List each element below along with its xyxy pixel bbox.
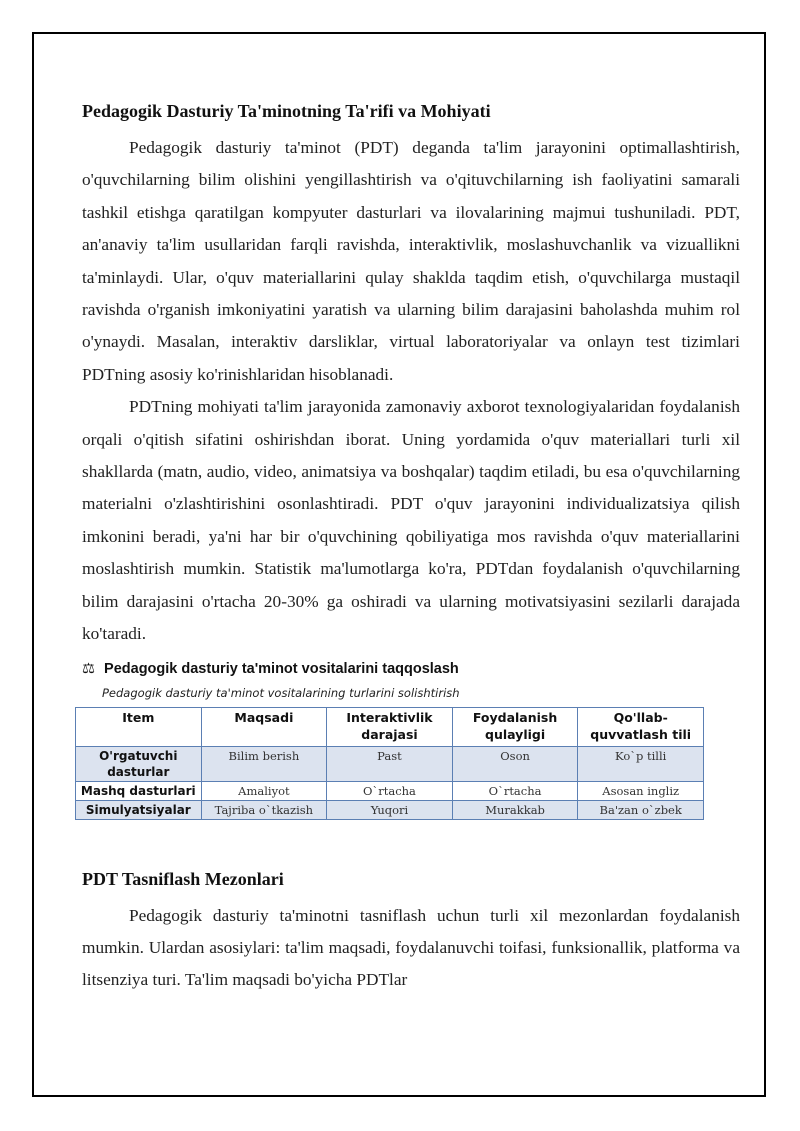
paragraph-classification: Pedagogik dasturiy ta'minotni tasniflash uchun turli xil mezonlardan foydalanish mumkin. Ulardan asosiylari: ta'lim maqsadi, foydalanuvchi toifasi, funksionallik, platforma va litsenziya turi. Ta'lim maqsadi bo'yicha PDTlar bbox=[82, 905, 740, 990]
table-cell: Ko`p tilli bbox=[578, 746, 704, 781]
table-row-label: Mashq dasturlari bbox=[76, 781, 202, 800]
table-cell: Oson bbox=[452, 746, 578, 781]
document-content bbox=[82, 88, 740, 997]
section-heading-classification: PDT Tasniflash Mezonlari bbox=[82, 868, 284, 889]
scale-icon: ⚖ bbox=[82, 660, 95, 677]
table-header-row bbox=[76, 707, 704, 746]
table-cell: Murakkab bbox=[452, 800, 578, 819]
column-header-language: Qo'llab-quvvatlash tili bbox=[578, 707, 704, 746]
paragraph-definition: Pedagogik dasturiy ta'minot (PDT) deganda ta'lim jarayonini optimallashtirish, o'quvchilarning bilim olishini yengillashtirish va o'qituvchilarning ish faoliyatini samarali tashkil etishga qaratilgan kompyuter dasturlari va ilovalarining majmui tushuniladi. PDT, an'anaviy ta'lim usullaridan farqli ravishda, interaktivlik, moslashuvchanlik va vizuallikni ta'minlaydi. Ular, o'quv materiallarini qulay shaklda taqdim etish, o'quvchilarga mustaqil ravishda o'rganish imkoniyatini yaratish va ularning bilim darajasini baholashda muhim rol o'ynaydi. Masalan, interaktiv darsliklar, virtual laboratoriyalar va onlayn test tizimlari PDTning asosiy ko'rinishlaridan hisoblanadi. bbox=[82, 138, 740, 384]
table-cell: Tajriba o`tkazish bbox=[201, 800, 327, 819]
table-row bbox=[76, 800, 704, 819]
table-row bbox=[76, 781, 704, 800]
table-cell: Amaliyot bbox=[201, 781, 327, 800]
table-cell: O`rtacha bbox=[452, 781, 578, 800]
table-title bbox=[82, 659, 740, 679]
table-cell: Asosan ingliz bbox=[578, 781, 704, 800]
table-row-label: Simulyatsiyalar bbox=[76, 800, 202, 819]
section-heading-definition: Pedagogik Dasturiy Ta'minotning Ta'rifi va Mohiyati bbox=[82, 101, 491, 121]
comparison-table bbox=[75, 707, 704, 820]
table-row bbox=[76, 746, 704, 781]
table-cell: Yuqori bbox=[327, 800, 453, 819]
comparison-table-block bbox=[82, 659, 740, 820]
table-cell: O`rtacha bbox=[327, 781, 453, 800]
table-title-text: Pedagogik dasturiy ta'minot vositalarini taqqoslash bbox=[104, 660, 459, 677]
column-header-usability: Foydalanish qulayligi bbox=[452, 707, 578, 746]
table-row-label: O'rgatuvchi dasturlar bbox=[76, 746, 202, 781]
table-cell: Bilim berish bbox=[201, 746, 327, 781]
table-cell: Past bbox=[327, 746, 453, 781]
column-header-item: Item bbox=[76, 707, 202, 746]
column-header-interactivity: Interaktivlik darajasi bbox=[327, 707, 453, 746]
table-cell: Ba'zan o`zbek bbox=[578, 800, 704, 819]
paragraph-essence: PDTning mohiyati ta'lim jarayonida zamonaviy axborot texnologiyalaridan foydalanish orqali o'qitish sifatini oshirishdan iborat. Uning yordamida o'quv materiallari turli xil shakllarda (matn, audio, video, animatsiya va boshqalar) taqdim etiladi, bu esa o'quvchilarning materialni o'zlashtirishini osonlashtiradi. PDT o'quv jarayonini individualizatsiya qilish imkonini beradi, ya'ni har bir o'quvchining qobiliyatiga mos ravishda o'quv materiallarini moslashtirish mumkin. Statistik ma'lumotlarga ko'ra, PDTdan foydalanish o'quvchilarning bilim darajasini o'rtacha 20-30% ga oshiradi va ularning motivatsiyasini sezilarli darajada ko'taradi. bbox=[82, 397, 740, 644]
table-caption: Pedagogik dasturiy ta'minot vositalarining turlarini solishtirish bbox=[102, 685, 460, 700]
column-header-purpose: Maqsadi bbox=[201, 707, 327, 746]
